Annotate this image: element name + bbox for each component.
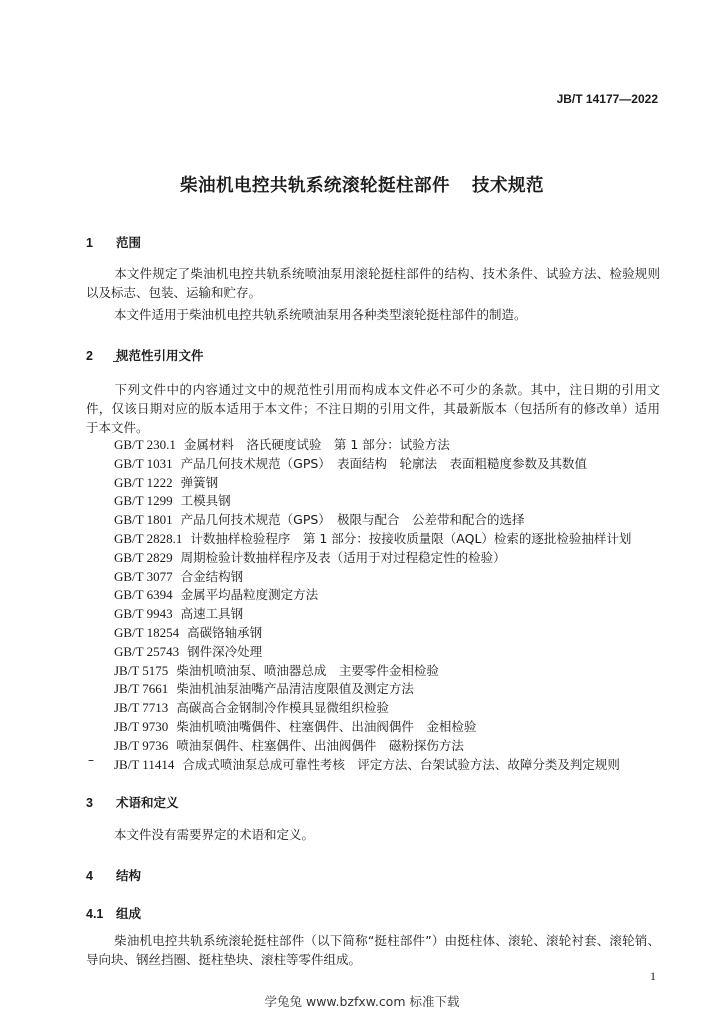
- section-title: 规范性引用文件: [116, 348, 204, 363]
- section-4-1-heading: [86, 904, 141, 922]
- page-number: 1: [650, 969, 656, 983]
- reference-item: JB/T 9730 柴油机喷油嘴偶件、柱塞偶件、出油阀偶件 金相检验: [114, 718, 477, 734]
- reference-item: JB/T 5175 柴油机喷油泵、喷油器总成 主要零件金相检验: [114, 662, 439, 678]
- section-4-1-paragraph-1: 柴油机电控共轨系统滚轮挺柱部件（以下简称“挺柱部件”）由挺柱体、滚轮、滚轮衬套、滚轮销、导向块、钢丝挡圈、挺柱垫块、滚柱等零件组成。: [86, 933, 660, 967]
- reference-item: GB/T 230.1 金属材料 洛氏硬度试验 第 1 部分：试验方法: [114, 437, 450, 452]
- reference-item: GB/T 1222 弹簧钢: [114, 474, 219, 490]
- section-1-paragraph-1: 本文件规定了柴油机电控共轨系统喷油泵用滚轮挺柱部件的结构、技术条件、试验方法、检验规则以及标志、包装、运输和贮存。: [86, 266, 660, 300]
- reference-item: GB/T 1801 产品几何技术规范（GPS） 极限与配合 公差带和配合的选择: [114, 512, 525, 528]
- reference-item: GB/T 6394 金属平均晶粒度测定方法: [114, 587, 319, 603]
- document-title: [0, 172, 724, 197]
- section-3-heading: [86, 793, 179, 811]
- reference-item: JB/T 9736 喷油泵偶件、柱塞偶件、出油阀偶件 磁粉探伤方法: [114, 737, 464, 753]
- section-4-heading: [86, 866, 141, 884]
- reference-item: GB/T 2829 周期检验计数抽样程序及表（适用于对过程稳定性的检验）: [114, 549, 506, 565]
- reference-item: GB/T 9943 高速工具钢: [114, 606, 244, 622]
- reference-item: JB/T 7661 柴油机油泵油嘴产品清洁度限值及测定方法: [114, 681, 414, 697]
- section-title: 术语和定义: [116, 795, 179, 810]
- watermark-text: 学兔兔 www.bzfxw.com 标准下载: [264, 994, 460, 1009]
- section-title: 结构: [116, 868, 142, 883]
- standard-code: JB/T 14177—2022: [556, 92, 658, 106]
- section-number: 1: [86, 236, 93, 250]
- margin-dash-mark: –: [88, 753, 94, 767]
- reference-item: JB/T 7713 高碳高合金钢制冷作模具显微组织检验: [114, 700, 389, 716]
- section-2-paragraph-1: 下列文件中的内容通过文中的规范性引用而构成本文件必不可少的条款。其中，注日期的引用文件，仅该日期对应的版本适用于本文件；不注日期的引用文件，其最新版本（包括所有的修改单）适用于本文件。: [86, 382, 660, 435]
- section-number: 4.1: [86, 907, 104, 921]
- reference-item: GB/T 3077 合金结构钢: [114, 568, 244, 584]
- reference-item: GB/T 25743 钢件深冷处理: [114, 643, 263, 659]
- reference-item: GB/T 2828.1 计数抽样检验程序 第 1 部分：按接收质量限（AQL）检索的逐批检验抽样计划: [114, 530, 632, 546]
- section-1-paragraph-2: 本文件适用于柴油机电控共轨系统喷油泵用各种类型滚轮挺柱部件的制造。: [114, 307, 527, 322]
- section-title: 范围: [116, 235, 142, 250]
- underline-mark: [113, 361, 119, 362]
- section-number: 3: [86, 796, 93, 810]
- reference-list: [114, 436, 631, 774]
- section-3-paragraph-1: 本文件没有需要界定的术语和定义。: [114, 827, 315, 842]
- reference-item: GB/T 1299 工模具钢: [114, 493, 231, 509]
- section-2-heading: [86, 346, 204, 364]
- title-main: 柴油机电控共轨系统滚轮挺柱部件: [180, 176, 450, 196]
- reference-item: JB/T 11414 合成式喷油泵总成可靠性考核 评定方法、台架试验方法、故障分类及判定规则: [114, 756, 620, 772]
- reference-item: GB/T 18254 高碳铬轴承钢: [114, 624, 263, 640]
- section-number: 4: [86, 869, 93, 883]
- title-sub: 技术规范: [472, 176, 544, 196]
- reference-item: GB/T 1031 产品几何技术规范（GPS） 表面结构 轮廓法 表面粗糙度参数及其数值: [114, 455, 588, 471]
- section-1-heading: [86, 233, 141, 251]
- section-title: 组成: [116, 906, 142, 921]
- section-number: 2: [86, 349, 93, 363]
